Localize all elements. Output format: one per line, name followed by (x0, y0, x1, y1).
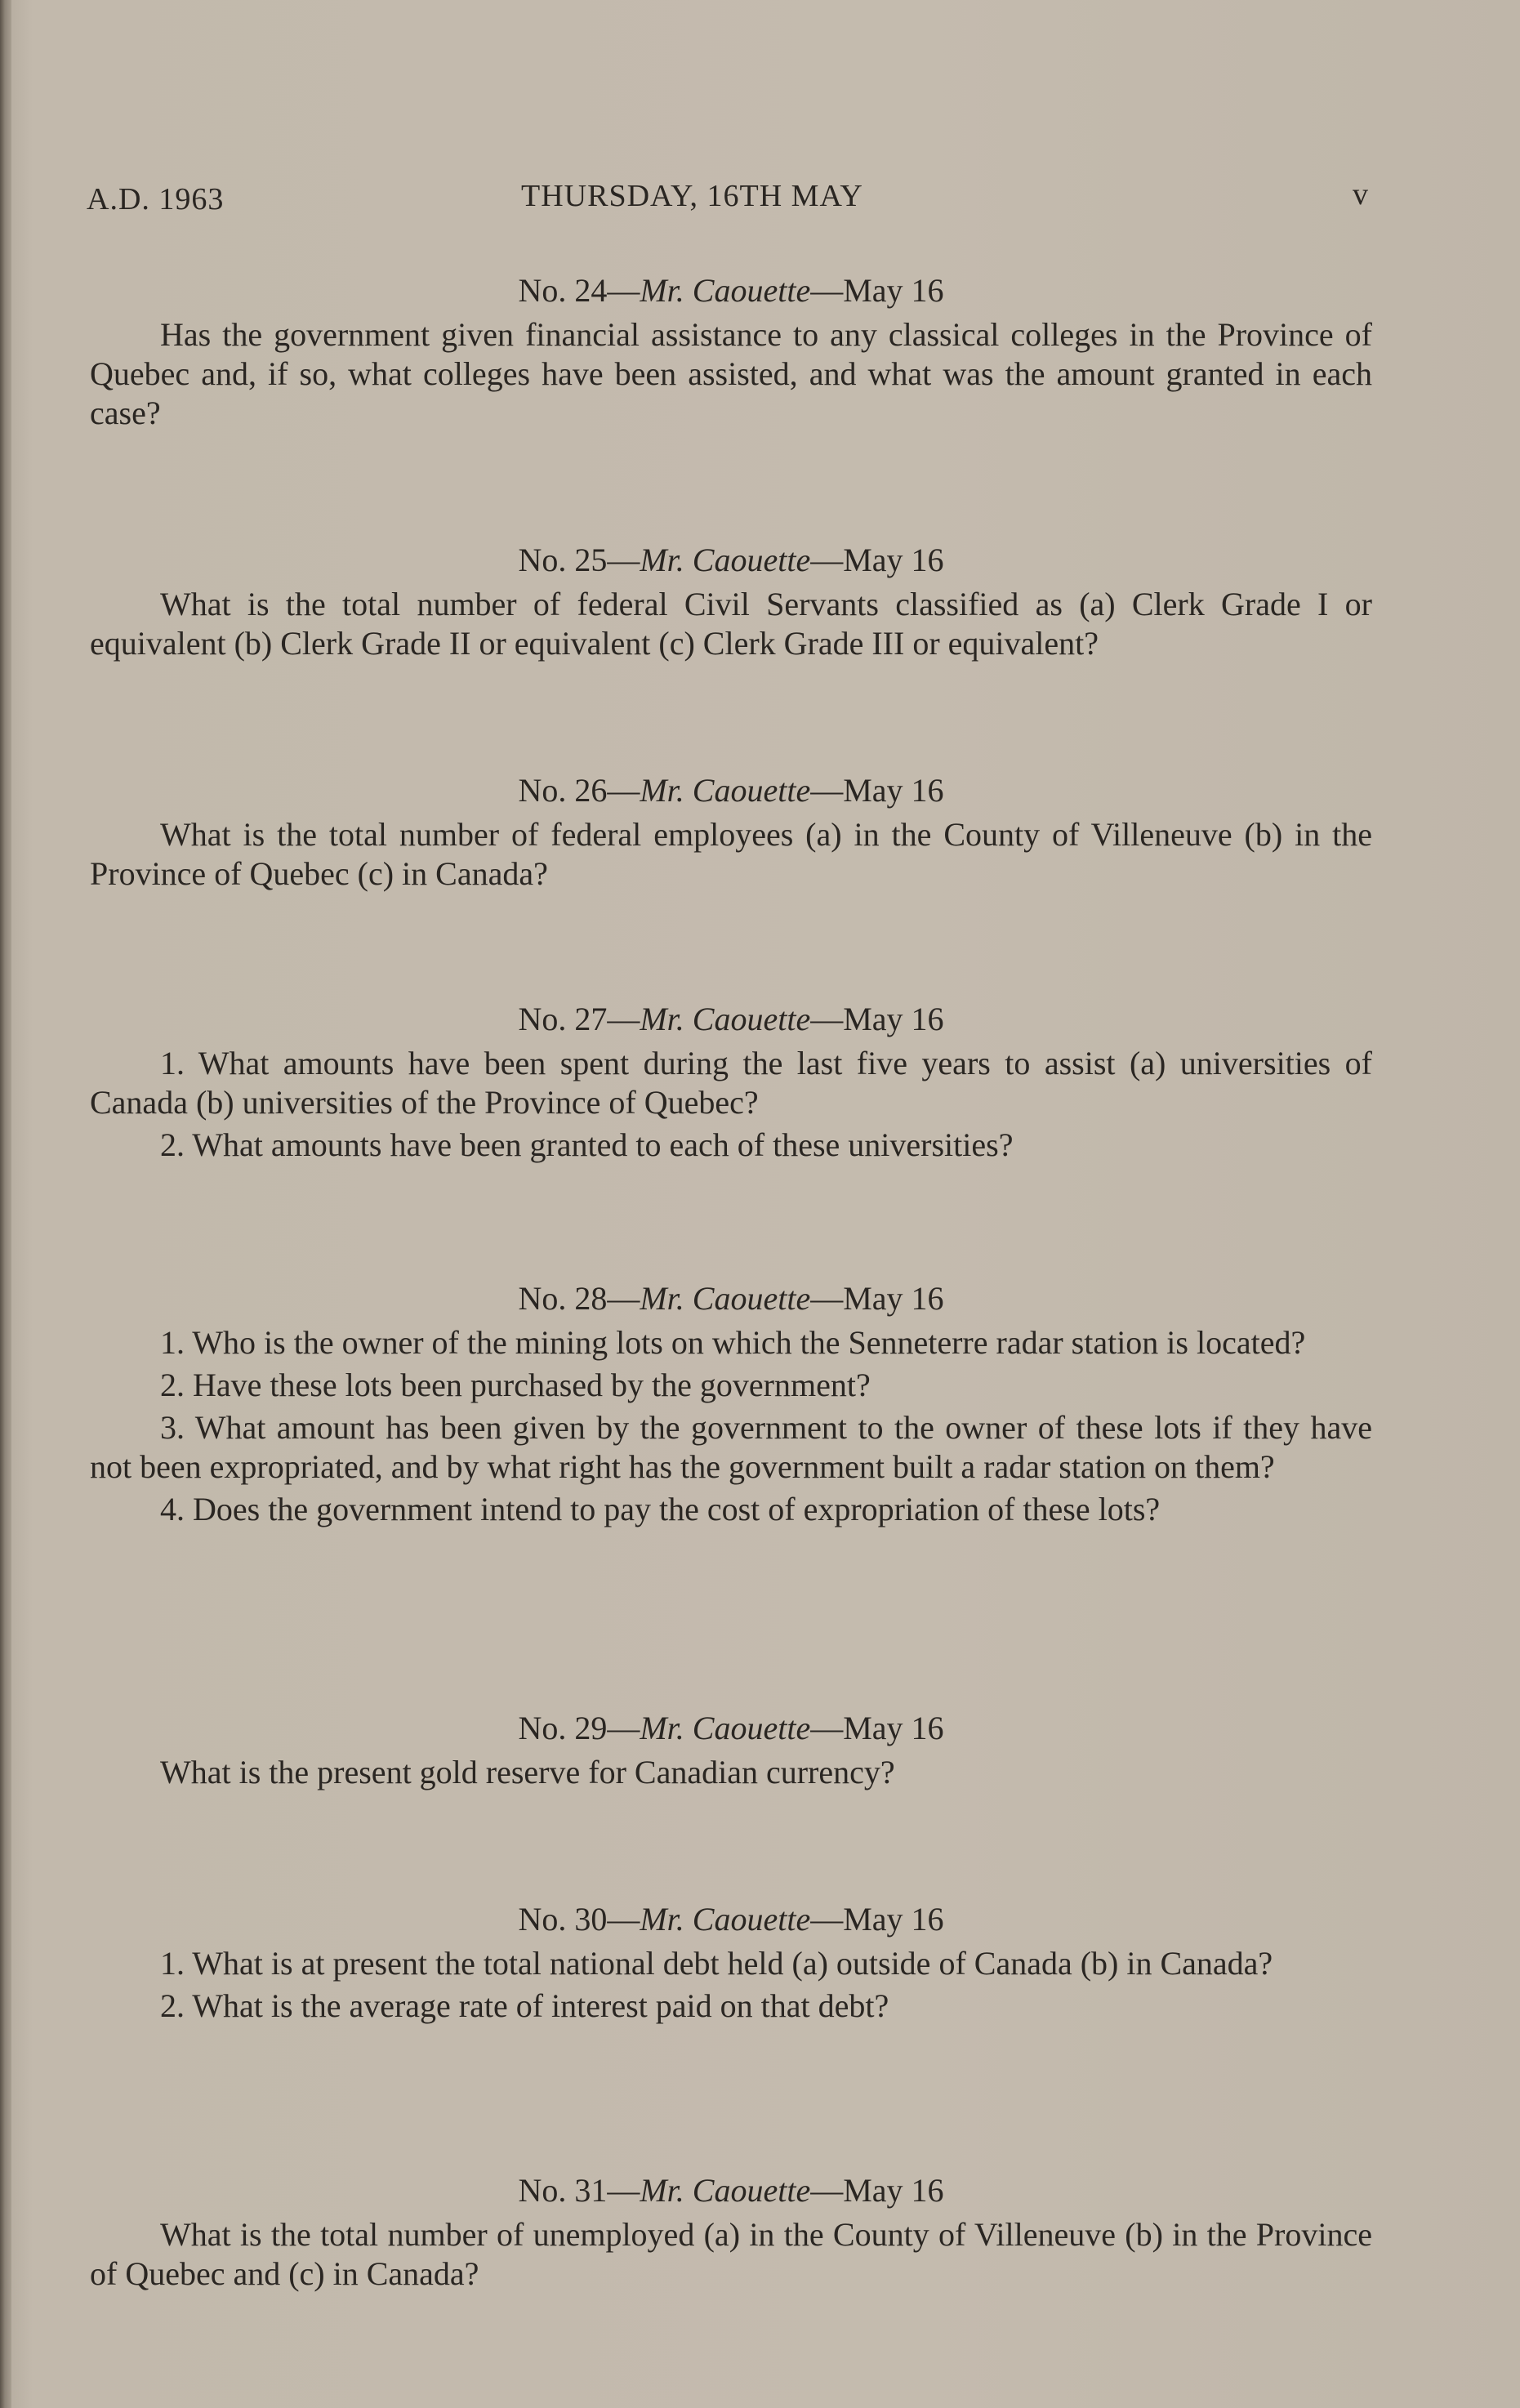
question-heading: No. 30—Mr. Caouette—May 16 (518, 1901, 944, 1938)
question-text: What is the total number of unemployed (a) in the County of Villeneuve (b) in the Province of Quebec and (c) in Canada? (90, 2216, 1372, 2292)
question-number: No. 26 (518, 772, 608, 809)
question-text: Has the government given financial assistance to any classical colleges in the Province of Quebec and, if so, what colleges have been assisted, and what was the amount granted in each case? (90, 316, 1372, 431)
question-number: No. 27 (518, 1001, 608, 1037)
question-number: No. 24 (518, 272, 608, 309)
question-date: May 16 (843, 542, 944, 578)
running-head (87, 177, 1369, 230)
header-date: THURSDAY, 16TH MAY (521, 179, 863, 213)
question-text: 2. What amounts have been granted to each of these universities? (160, 1126, 1014, 1163)
question-text: 4. Does the government intend to pay the cost of expropriation of these lots? (160, 1491, 1161, 1527)
question-28 (90, 1278, 1372, 1532)
question-text: 3. What amount has been given by the government to the owner of these lots if they have not been expropriated, and by what right has the government built a radar station on them? (90, 1409, 1372, 1485)
question-25 (90, 539, 1372, 667)
question-text: 2. Have these lots been purchased by the government? (160, 1367, 871, 1403)
question-text: What is the present gold reserve for Canadian currency? (160, 1754, 895, 1790)
question-number: No. 28 (518, 1280, 608, 1317)
question-number: No. 31 (518, 2172, 608, 2209)
question-heading: No. 24—Mr. Caouette—May 16 (518, 272, 944, 309)
question-number: No. 25 (518, 542, 608, 578)
question-30 (90, 1898, 1372, 2029)
question-heading: No. 25—Mr. Caouette—May 16 (518, 542, 944, 578)
question-member: Mr. Caouette (640, 1710, 811, 1746)
question-date: May 16 (843, 1710, 944, 1746)
question-27 (90, 998, 1372, 1168)
question-member: Mr. Caouette (640, 1901, 811, 1938)
question-29 (90, 1707, 1372, 1795)
question-member: Mr. Caouette (640, 1001, 811, 1037)
question-member: Mr. Caouette (640, 542, 811, 578)
book-spine-shadow (0, 0, 11, 2408)
question-text: What is the total number of federal employees (a) in the County of Villeneuve (b) in the Province of Quebec (c) in Canada? (90, 816, 1372, 892)
question-member: Mr. Caouette (640, 2172, 811, 2209)
question-text: 1. What is at present the total national debt held (a) outside of Canada (b) in Canada? (160, 1945, 1273, 1982)
question-number: No. 30 (518, 1901, 608, 1938)
question-date: May 16 (843, 1280, 944, 1317)
header-page-number: v (1353, 177, 1369, 212)
question-24 (90, 270, 1372, 436)
question-heading: No. 26—Mr. Caouette—May 16 (518, 772, 944, 809)
question-date: May 16 (843, 772, 944, 809)
question-heading: No. 29—Mr. Caouette—May 16 (518, 1710, 944, 1746)
question-text: 1. Who is the owner of the mining lots on which the Senneterre radar station is located? (160, 1324, 1306, 1361)
question-text: What is the total number of federal Civil Servants classified as (a) Clerk Grade I or equivalent (b) Clerk Grade II or equivalent (c) Clerk Grade III or equivalent? (90, 586, 1372, 662)
question-heading: No. 31—Mr. Caouette—May 16 (518, 2172, 944, 2209)
question-date: May 16 (843, 272, 944, 309)
question-heading: No. 27—Mr. Caouette—May 16 (518, 1001, 944, 1037)
question-heading: No. 28—Mr. Caouette—May 16 (518, 1280, 944, 1317)
question-date: May 16 (843, 1001, 944, 1037)
question-text: 1. What amounts have been spent during the last five years to assist (a) universities of Canada (b) universities of the Province of Quebec? (90, 1045, 1372, 1121)
question-member: Mr. Caouette (640, 272, 811, 309)
question-26 (90, 769, 1372, 897)
question-member: Mr. Caouette (640, 772, 811, 809)
header-year: A.D. 1963 (87, 182, 225, 216)
question-date: May 16 (843, 1901, 944, 1938)
question-date: May 16 (843, 2172, 944, 2209)
question-member: Mr. Caouette (640, 1280, 811, 1317)
question-number: No. 29 (518, 1710, 608, 1746)
question-text: 2. What is the average rate of interest paid on that debt? (160, 1987, 889, 2024)
question-31 (90, 2169, 1372, 2297)
